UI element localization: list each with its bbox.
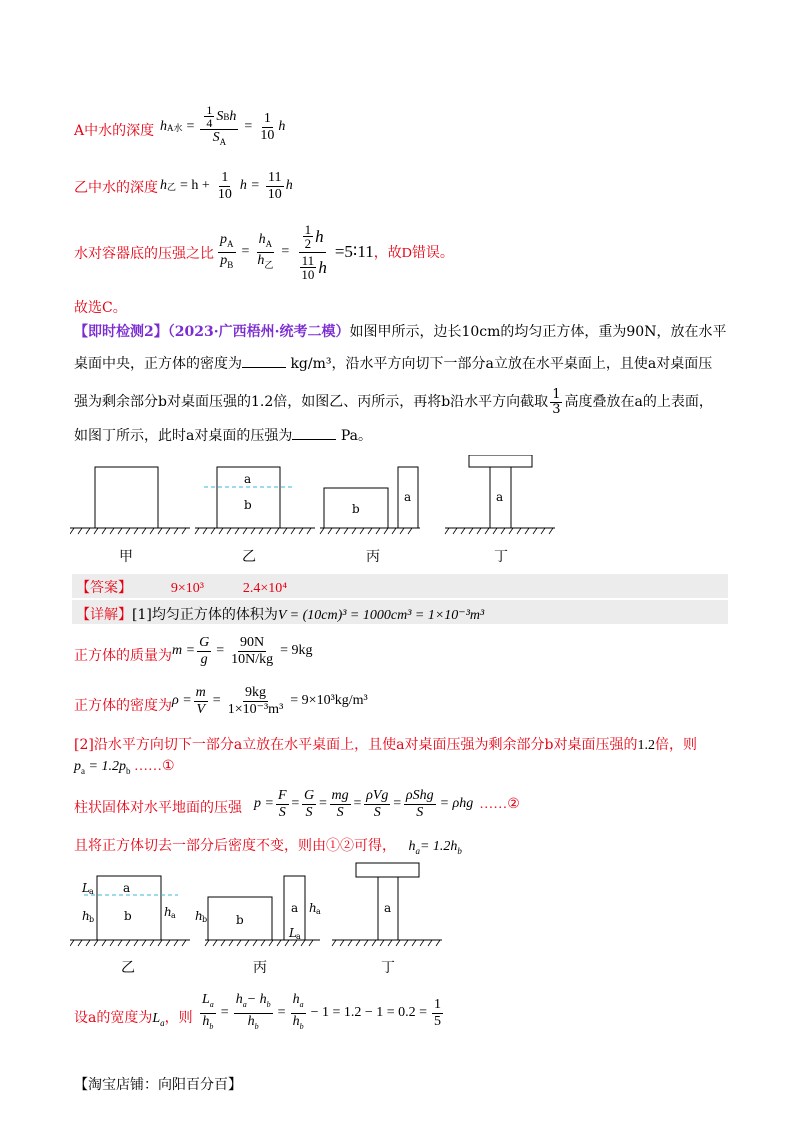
mass-label: 正方体的质量为 — [74, 648, 172, 664]
fig1-yi-label-b: b — [244, 498, 252, 512]
svg-text:b: b — [89, 915, 95, 924]
answer-blank-2 — [292, 427, 336, 440]
svg-text:b: b — [202, 915, 208, 924]
density-constant-line: 且将正方体切去一部分后密度不变，则由①②可得， $h_a= 1.2h_b$ — [74, 838, 462, 856]
fig1-caption-ding: 丁 — [494, 549, 508, 565]
fig1-caption-jia: 甲 — [119, 549, 133, 565]
fig2-bing-label-a: a — [291, 901, 299, 915]
fig2-ding-label-a: a — [384, 901, 392, 915]
question-tag: 【即时检测2】 — [74, 324, 168, 340]
yi-depth-label: 乙中水的深度 — [74, 180, 158, 196]
answer-line — [76, 577, 287, 597]
detail-step1: 【详解】[1]均匀正方体的体积为V = (10cm)³ = 1000cm³ = 1×10⁻³m³ — [76, 607, 485, 623]
figure1-yi — [195, 467, 315, 534]
column-label: 柱状固体对水平地面的压强 — [74, 800, 242, 816]
width-formula: $\frac{L_a}{h_b}$ = $\frac{h_a- h_b}{h_b}$ = $\frac{h_a}{h_b}$ − 1 = 1.2 − 1 = 0.2 = $\frac{1}{5}$ — [202, 991, 442, 1031]
figure-2 — [70, 860, 530, 980]
question-source: （2023·广西梧州·统考二模） — [167, 324, 350, 340]
equation-1: $p_a = 1.2p_b$ ……① — [74, 759, 175, 776]
footer-shop: 【淘宝店铺：向阳百分百】 — [74, 1077, 242, 1093]
yi-depth-formula: h 乙 = h + $\frac{1}{10}$ h = $\frac{11}{10}$ h — [160, 169, 293, 202]
question-line-2: 桌面中央，正方体的密度为 kg/m³，沿水平方向切下一部分a立放在水平桌面上，且使a对桌面压 — [74, 356, 713, 372]
fig1-caption-yi: 乙 — [242, 549, 256, 565]
answer-value-1: 9×10³ — [170, 581, 204, 596]
fig1-yi-label-a: a — [244, 472, 252, 486]
answer-tag: 【答案】 — [76, 580, 132, 596]
fig2-yi-label-La: L — [82, 881, 90, 895]
svg-text:a: a — [171, 911, 176, 920]
fig1-caption-bing: 丙 — [366, 549, 380, 565]
detail-step2: [2]沿水平方向切下一部分a立放在水平桌面上，且使a对桌面压强为剩余部分b对桌面压强的1.2倍，则 — [74, 737, 697, 753]
a-depth-fraction: $\frac{1}{4}$ S B h $S_A$ — [200, 104, 238, 150]
density-label: 正方体的密度为 — [74, 698, 172, 714]
fig2-caption-bing: 丙 — [253, 960, 267, 976]
figure-1 — [70, 455, 710, 570]
fig2-bing-label-ha: h — [309, 901, 317, 915]
fig2-yi-label-a: a — [123, 881, 131, 895]
answer-value-2: 2.4×10⁴ — [242, 581, 288, 596]
pressure-ratio-label: 水对容器底的压强之比 — [74, 246, 214, 262]
fig1-bing-label-a: a — [404, 490, 412, 504]
fig2-bing-label-La: L — [289, 926, 297, 940]
fig2-yi-label-b: b — [124, 909, 132, 923]
svg-text:a: a — [296, 932, 301, 941]
fig2-caption-ding: 丁 — [381, 960, 395, 976]
question-line-1: 【即时检测2】（2023·广西梧州·统考二模）如图甲所示，边长10cm的均匀正方体，重为90N，放在水平 — [74, 324, 727, 340]
answer-blank-1 — [242, 355, 286, 368]
a-depth-formula: h A水 = $\frac{1}{4}$ S B h $S_A$ = $\frac{1}{10}$ h — [160, 98, 285, 156]
width-label-line: 设a的宽度为$L_a$，则 — [74, 1010, 193, 1028]
pressure-ratio-formula: $\frac{p_A}{p_B}$ = $\frac{h_A}{h_乙}$ = $\frac{1}{2}$ h $\frac{11}{10}$ h =5∶11 ，故D错误。 — [220, 222, 454, 282]
fig2-yi-label-hb: h — [82, 909, 90, 923]
fig2-bing-label-b: b — [236, 913, 244, 927]
a-depth-label: A中水的深度 — [74, 123, 155, 139]
density-formula: ρ = $\frac{m}{V}$ = $\frac{9kg}{\text{1×10⁻³m³}}$ = 9×10³kg/m³ — [172, 684, 368, 717]
fig2-bing-label-hb: h — [195, 909, 203, 923]
question-line-3: 强为剩余部分b对桌面压强的1.2倍，如图乙、丙所示，再将b沿水平方向截取 $\frac{1}{3}$ 高度叠放在a的上表面， — [74, 386, 713, 417]
question-line-4: 如图丁所示，此时a对桌面的压强为 Pa。 — [74, 428, 372, 444]
pressure-ratio-big-fraction: $\frac{1}{2}$ h $\frac{11}{10}$ h — [295, 222, 329, 283]
svg-text:a: a — [316, 907, 321, 916]
figure1-jia — [70, 467, 190, 534]
fig1-ding-label-a: a — [496, 490, 504, 504]
column-formula: p = $\frac{F}{S}$ = $\frac{G}{S}$ = $\frac{mg}{S}$ = $\frac{\text{ρVg}}{S}$ = $\frac{\text{ρShg}}{S}$ = ρhg ……② — [254, 787, 520, 820]
mass-formula: m = $\frac{G}{g}$ = $\frac{90N}{10N/kg}$ = 9kg — [172, 634, 313, 667]
figure2-bing — [205, 876, 320, 946]
choose-answer: 故选C。 — [74, 300, 127, 316]
svg-text:a: a — [89, 887, 94, 896]
fig1-bing-label-b: b — [352, 502, 360, 516]
fig2-yi-label-ha: h — [164, 905, 172, 919]
fig2-caption-yi: 乙 — [121, 960, 135, 976]
